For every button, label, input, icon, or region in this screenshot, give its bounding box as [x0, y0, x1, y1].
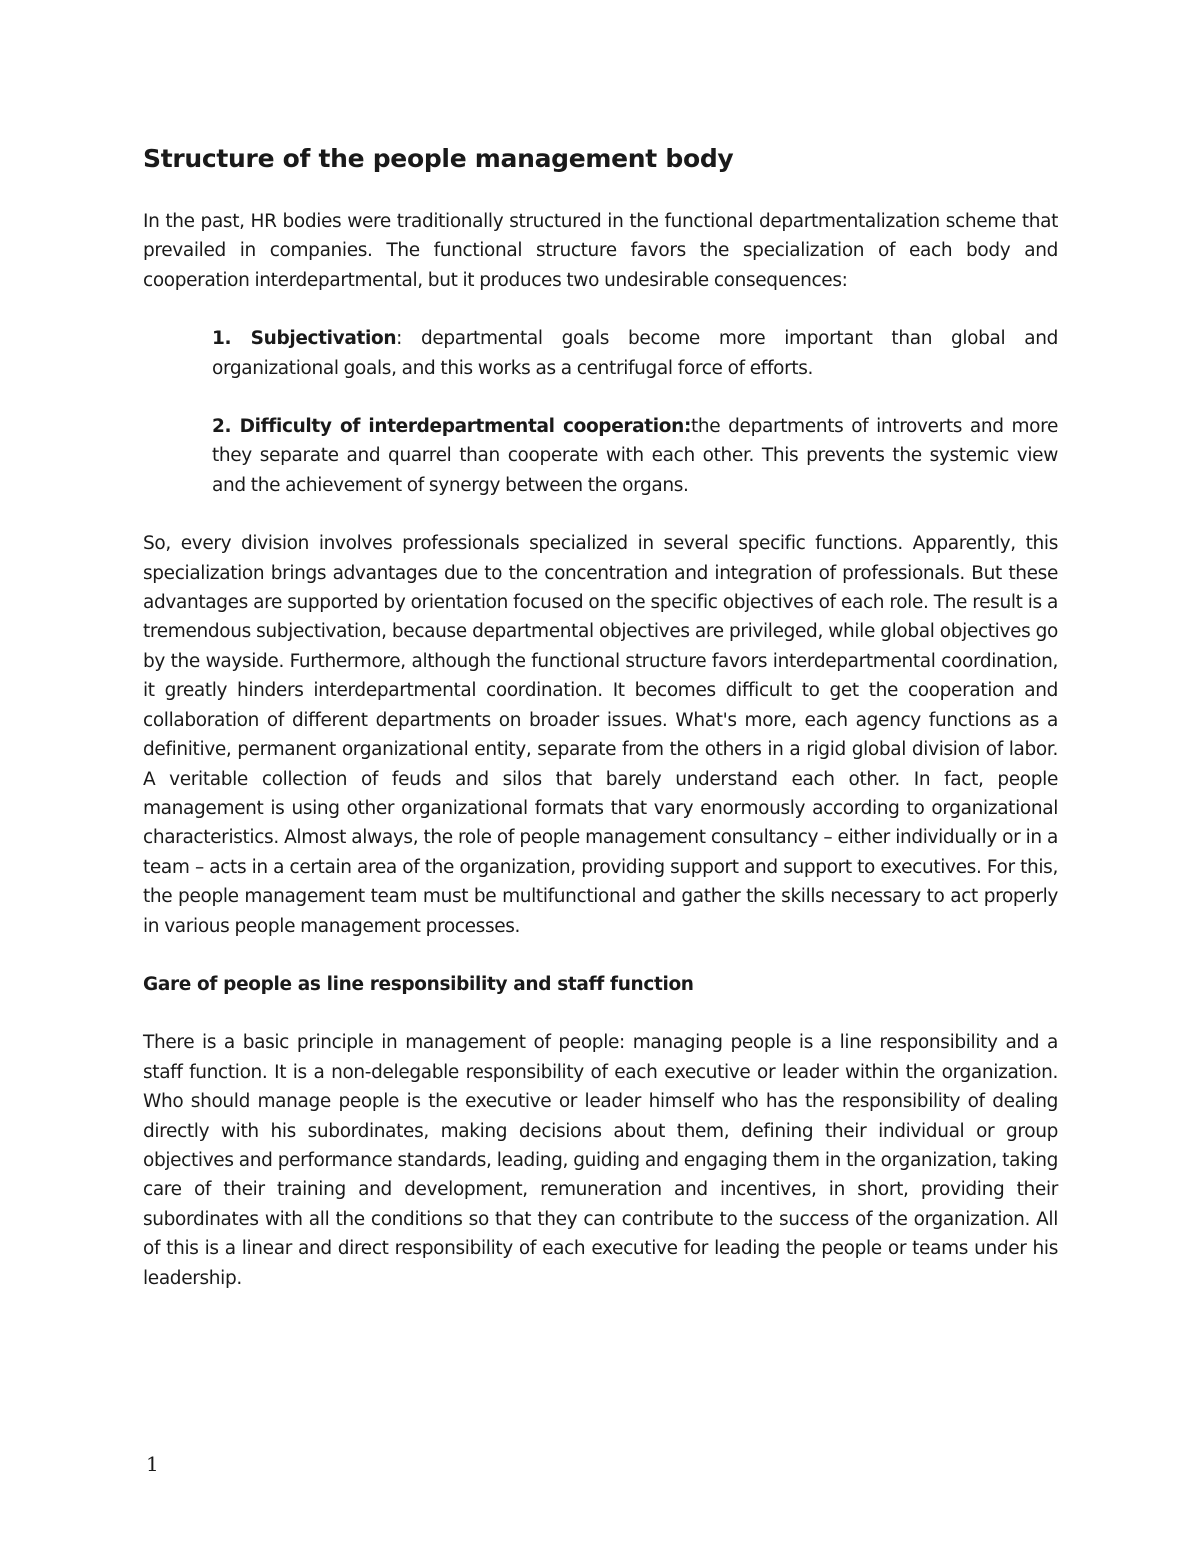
list-item-subjectivation — [212, 324, 1058, 383]
list-item-text: departmental goals become more important than global and organizational goals, and this works as a centrifugal force of efforts. — [212, 328, 1058, 379]
list-item-label: 1. Subjectivation — [212, 328, 397, 350]
page-number: 1 — [146, 1452, 159, 1476]
list-item-separator: : — [396, 328, 403, 350]
list-item-text: the departments of introverts and more they separate and quarrel than cooperate with each other. This prevents the systemic view and the achievement of synergy between the organs. — [212, 416, 1058, 496]
list-item-label: 2. Difficulty of interdepartmental cooperation: — [212, 416, 692, 438]
list-item-difficulty-cooperation — [212, 412, 1058, 500]
document-title: Structure of the people management body — [143, 144, 734, 173]
intro-paragraph: In the past, HR bodies were traditionally structured in the functional departmentalization scheme that prevailed in companies. The functional structure favors the specialization of each body and cooperation interdepartmental, but it produces two undesirable consequences: — [143, 211, 1058, 291]
main-paragraph: So, every division involves professionals specialized in several specific functions. Apparently, this specialization brings advantages due to the concentration and integration of professionals. But these advantages are supported by orientation focused on the specific objectives of each role. The result is a tremendous subjectivation, because departmental objectives are privileged, while global objectives go by the wayside. Furthermore, although the functional structure favors interdepartmental coordination, it greatly hinders interdepartmental coordination. It becomes difficult to get the cooperation and collaboration of different departments on broader issues. What's more, each agency functions as a definitive, permanent organizational entity, separate from the others in a rigid global division of labor. A veritable collection of feuds and silos that barely understand each other. In fact, people management is using other organizational formats that vary enormously according to organizational characteristics. Almost always, the role of people management consultancy – either individually or in a team – acts in a certain area of the organization, providing support and support to executives. For this, the people management team must be multifunctional and gather the skills necessary to act properly in various people management processes. — [143, 533, 1058, 937]
section-heading: Gare of people as line responsibility and staff function — [143, 973, 694, 995]
section-paragraph: There is a basic principle in management of people: managing people is a line responsibility and a staff function. It is a non-delegable responsibility of each executive or leader within the organization. Who should manage people is the executive or leader himself who has the responsibility of dealing directly with his subordinates, making decisions about them, defining their individual or group objectives and performance standards, leading, guiding and engaging them in the organization, taking care of their training and development, remuneration and incentives, in short, providing their subordinates with all the conditions so that they can contribute to the success of the organization. All of this is a linear and direct responsibility of each executive for leading the people or teams under his leadership. — [143, 1032, 1058, 1289]
document-body — [143, 142, 1058, 1293]
